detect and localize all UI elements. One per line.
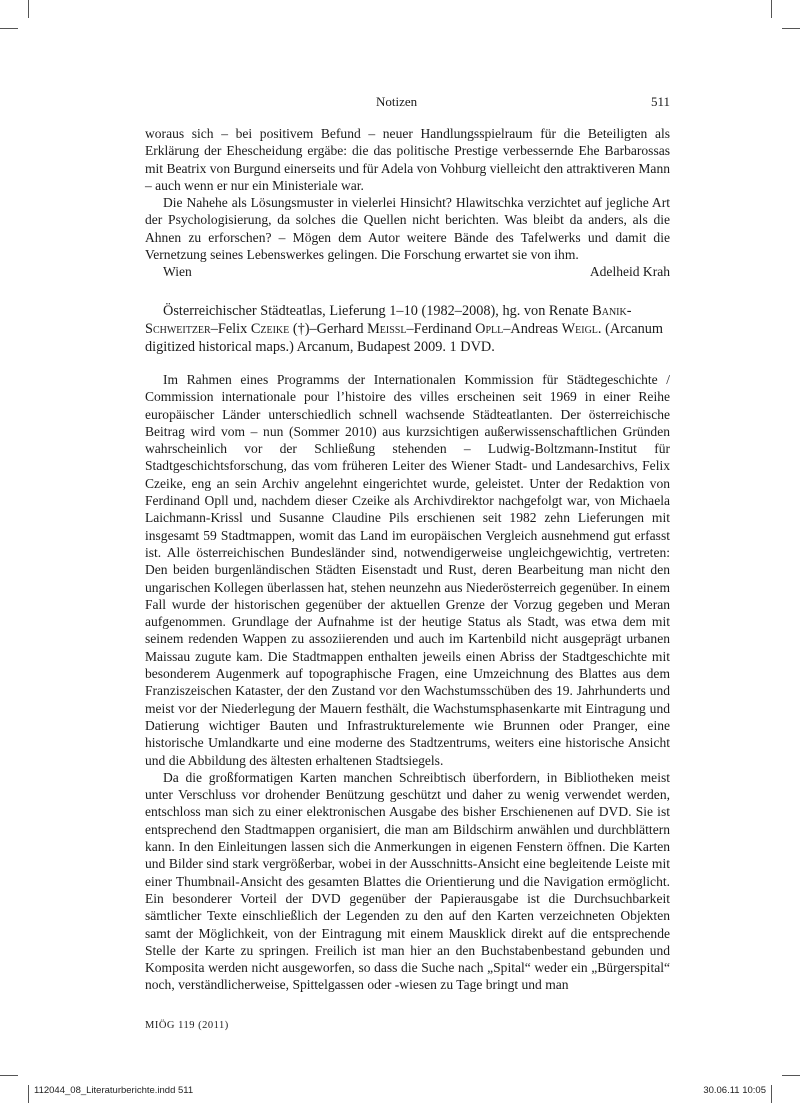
editor-separator: –Ferdinand [406, 321, 476, 338]
crop-mark-bottom-left [28, 1085, 29, 1103]
review-paragraph-2: Da die großformatigen Karten manchen Schreibtisch überfordern, in Bibliotheken meist unter Verschluss vor drohender Benützung geschützt und daher zu wenig verwendet werden, entschloss man sich zu einer elektronischen Ausgabe des bisher Erschienenen auf DVD. Sie ist entsprechend den Stadtmappen organisiert, die man am Bildschirm anwählen und durchblättern kann. In den Einleitungen lassen sich die Anmerkungen in eigenen Fenstern öffnen. Die Karten und Bilder sind stark vergrößerbar, wobei in der Ausschnitts-Ansicht eine begleitende Leiste mit einer Thumbnail-Ansicht des gesamten Blattes die Orientierung und die Navigation ermöglicht. Ein besonderer Vorteil der DVD gegenüber der Papierausgabe ist die Durchsuchbarkeit sämtlicher Texte einschließlich der Legenden zu den auf den Karten verzeichneten Objekten samt der Möglichkeit, von der Eintragung mit einem Mausklick direkt auf die entsprechende Stelle der Karte zu springen. Freilich ist man hier an den Buchstabenbestand gebunden und Komposita werden nicht ausgeworfen, so dass die Suche nach „Spital“ weder ein „Bürgerspital“ noch, verständlicherweise, Spittelgassen oder -wiesen zu Tage bringt und man [145, 769, 670, 993]
editor-separator: –Andreas [503, 321, 562, 338]
editor-separator: –Felix [210, 321, 251, 338]
journal-footer: MIÖG 119 (2011) [145, 1020, 229, 1031]
editor-name: Banik-Schweitzer [145, 303, 632, 338]
review-body [145, 371, 670, 994]
crop-mark-left-bottom [0, 1075, 18, 1076]
page-number: 511 [650, 94, 670, 109]
review-title-part-2: . (Arcanum digitized historical maps.) Arcanum, Budapest 2009. 1 DVD. [145, 321, 664, 356]
editor-name: Weigl [561, 321, 598, 338]
editor-name: Czeike [250, 321, 290, 338]
intro-paragraph-1: woraus sich – bei positivem Befund – neuer Handlungsspielraum für die Beteiligten als Erklärung der Ehescheidung ergäbe: die das politische Prestige verbessernde Ehe Barbarossas mit Beatrix von Burgund einerseits und für Adela von Vohburg vielleicht den attraktiveren Mann – auch wenn er nur ein Ministeriale war. [145, 126, 670, 193]
crop-mark-right-top [782, 28, 800, 29]
signature-place: Wien [163, 264, 192, 280]
crop-mark-top-left [28, 0, 29, 18]
signature-name: Adelheid Krah [589, 264, 670, 280]
slug-filename: 112044_08_Literaturberichte.indd 511 [34, 1085, 194, 1096]
review-bibliographic-heading [145, 302, 670, 357]
editor-separator: (†)–Gerhard [289, 321, 368, 338]
crop-mark-bottom-right [771, 1085, 772, 1103]
crop-mark-top-right [771, 0, 772, 18]
intro-paragraph-2: Die Nahehe als Lösungsmuster in vielerlei Hinsicht? Hlawitschka verzichtet auf jegliche Art der Psychologisierung, da solches die Quellen nicht berichten. Was bleibt da anders, als die Ahnen zu erforschen? – Mögen dem Autor weitere Bände des Tafelwerks und damit die Vernetzung seines Lebenswerkes gelingen. Die Forschung erwartet sie von ihm. [145, 195, 670, 263]
previous-review-end [145, 125, 670, 281]
editor-name: Meissl [367, 321, 407, 338]
slug-timestamp: 30.06.11 10:05 [703, 1085, 766, 1096]
running-header-title: Notizen [376, 94, 418, 109]
review-paragraph-1: Im Rahmen eines Programms der Internationalen Kommission für Städtegeschichte / Commission internationale pour l’histoire des villes erscheinen seit 1969 in einer Reihe europäischer Länder unterschiedlich schnell wachsende Städteatlanten. Der österreichische Beitrag wird vom – nun (Sommer 2010) aus kurzsichtigen außerwissenschaftlichen Gründen wahrscheinlich vor der Schließung stehenden – Ludwig-Boltzmann-Institut für Stadtgeschichtsforschung, das vom früheren Leiter des Wiener Stadt- und Landesarchivs, Felix Czeike, eng an sein Archiv angelehnt eingerichtet wurde, geleistet. Unter der Redaktion von Ferdinand Opll und, nachdem dieser Czeike als Archivdirektor nachgefolgt war, von Michaela Laichmann-Krissl und Susanne Claudine Pils erschienen seit 1982 zehn Lieferungen mit insgesamt 59 Stadtmappen, womit das Land im europäischen Vergleich ausnehmend gut erfasst ist. Alle österreichischen Bundesländer sind, notwendigerweise ungleichgewichtig, vertreten: Den beiden burgenländischen Städten Eisenstadt und Rust, deren Bearbeitung man nicht den ungarischen Kollegen überlassen hat, stehen neunzehn aus Niederösterreich gegenüber. In einem Fall wurde der historischen gegenüber der aktuellen Grenze der Vorzug gegeben und Meran aufgenommen. Grundlage der Aufnahme ist der heutige Status als Stadt, was etwa dem mit seinem redenden Wappen zu assoziierenden und auch im Kartenbild nicht ausgeprägt urbanen Maissau zugute kam. Die Stadtmappen enthalten jeweils einen Abriss der Stadtgeschichte mit besonderem Augenmerk auf topographische Fragen, eine Umzeichnung des Blattes aus dem Franziszeischen Kataster, der den Zustand vor den Wachstumsschüben des 19. Jahrhunderts und meist vor der Niederlegung der Mauern festhält, die Wachstumsphasenkarte mit Eintragung und Datierung wichtiger Bauten und Infrastrukturelemente wie Brunnen oder Pranger, eine historische Umlandkarte und eine moderne des Stadtzentrums, weiters eine historische Ansicht und die Abbildung des ältesten erhaltenen Stadtsiegels. [145, 372, 670, 768]
signature-line [145, 263, 670, 280]
review-title-part-1: Österreichischer Städteatlas, Lieferung 1–10 (1982–2008), hg. von Renate [163, 303, 593, 319]
editor-name: Opll [475, 321, 504, 338]
crop-mark-right-bottom [782, 1075, 800, 1076]
crop-mark-left-top [0, 28, 18, 29]
